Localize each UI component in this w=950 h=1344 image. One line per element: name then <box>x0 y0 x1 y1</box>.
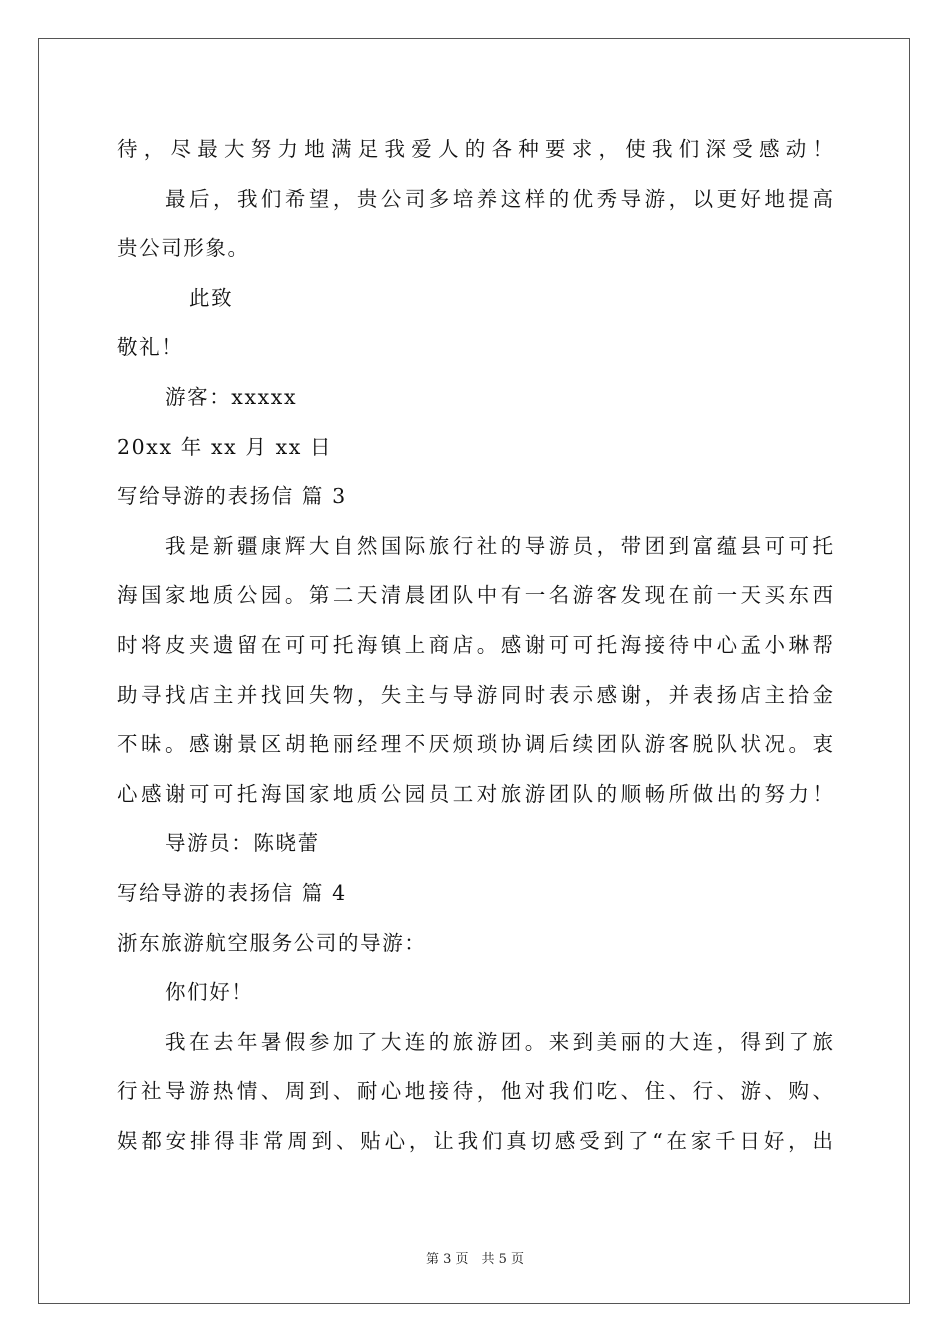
paragraph-line: 时将皮夹遗留在可可托海镇上商店。感谢可可托海接待中心孟小琳帮 <box>117 632 833 657</box>
salutation-line: 此致 <box>189 285 234 310</box>
paragraph-line: 我是新疆康辉大自然国际旅行社的导游员，带团到富蕴县可可托 <box>165 533 833 558</box>
page-number: 第 3 页 共 5 页 <box>425 1252 525 1267</box>
closing-line: 敬礼！ <box>117 335 184 360</box>
section-heading: 写给导游的表扬信 篇 4 <box>117 880 347 905</box>
paragraph-line: 最后，我们希望，贵公司多培养这样的优秀导游，以更好地提高 <box>165 186 833 211</box>
section-heading: 写给导游的表扬信 篇 3 <box>117 484 347 509</box>
paragraph-line: 助寻找店主并找回失物，失主与导游同时表示感谢，并表扬店主拾金 <box>117 682 833 707</box>
paragraph-line: 贵公司形象。 <box>117 236 250 261</box>
paragraph-line: 娱都安排得非常周到、贴心，让我们真切感受到了“在家千日好，出 <box>117 1128 833 1153</box>
recipient-line: 浙东旅游航空服务公司的导游： <box>117 930 427 955</box>
date-line: 20xx 年 xx 月 xx 日 <box>117 434 333 459</box>
paragraph-line: 海国家地质公园。第二天清晨团队中有一名游客发现在前一天买东西 <box>117 583 833 608</box>
paragraph-line: 我在去年暑假参加了大连的旅游团。来到美丽的大连，得到了旅 <box>165 1029 833 1054</box>
paragraph-line: 待，尽最大努力地满足我爱人的各种要求，使我们深受感动！ <box>117 137 833 161</box>
paragraph-line: 不昧。感谢景区胡艳丽经理不厌烦琐协调后续团队游客脱队状况。衷 <box>117 732 833 757</box>
paragraph-line: 心感谢可可托海国家地质公园员工对旅游团队的顺畅所做出的努力！ <box>117 781 833 806</box>
signature-line: 导游员：陈晓蕾 <box>165 831 320 856</box>
document-body <box>117 125 833 1166</box>
signature-line: 游客：xxxxx <box>165 384 298 409</box>
greeting-line: 你们好！ <box>165 980 254 1005</box>
paragraph-line: 行社导游热情、周到、耐心地接待，他对我们吃、住、行、游、购、 <box>117 1079 833 1104</box>
